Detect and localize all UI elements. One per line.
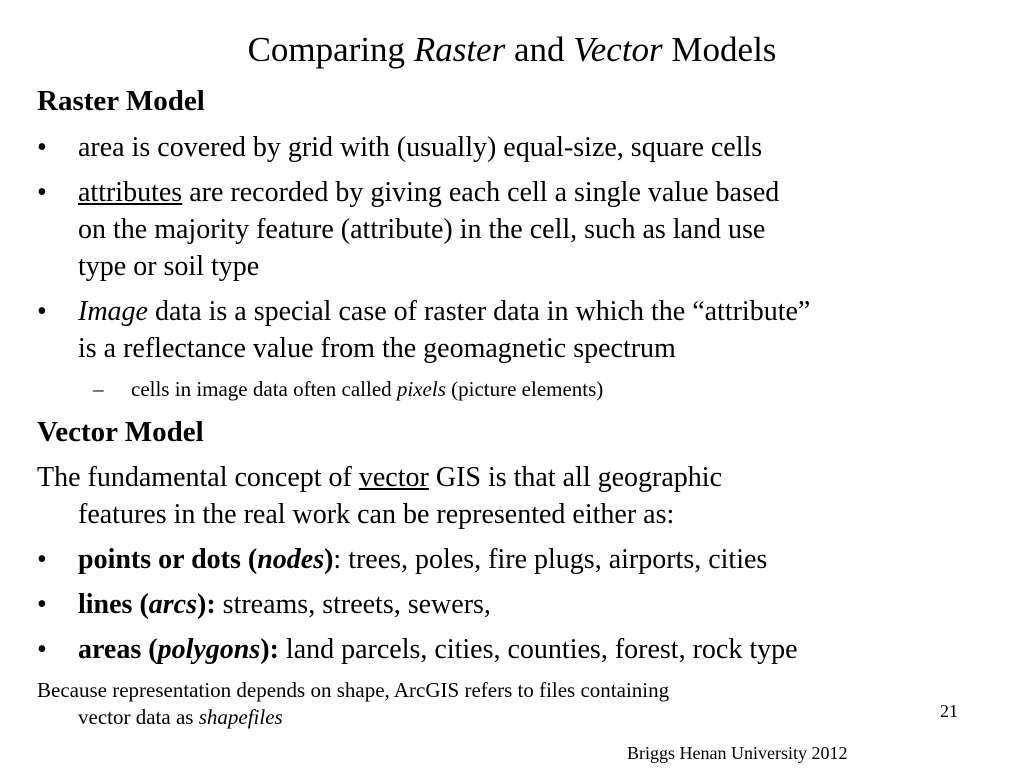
- sub-text: [131, 376, 603, 403]
- vector-heading: Vector Model: [37, 416, 204, 448]
- shapefiles-term: shapefiles: [198, 705, 283, 729]
- title-and: and: [505, 30, 574, 69]
- intro-pre: The fundamental concept of: [37, 462, 359, 493]
- areas-label: [78, 634, 279, 665]
- bullet-line: type or soil type: [78, 251, 260, 282]
- image-term: Image: [78, 296, 148, 327]
- slide-footer: Briggs Henan University 2012: [627, 743, 848, 763]
- arcs-term: arcs: [148, 589, 198, 620]
- bullet-text: [78, 174, 779, 285]
- title-suffix: Models: [662, 30, 777, 69]
- title-raster: Raster: [413, 30, 506, 69]
- bullet-text: area is covered by grid with (usually) equal-size, square cells: [78, 132, 763, 163]
- nodes-term: nodes: [257, 544, 325, 575]
- note-line: [37, 704, 669, 731]
- shapefile-note: [37, 677, 669, 731]
- bullet-mark: •: [37, 132, 47, 163]
- label-close: ):: [197, 589, 216, 620]
- bullet-mark: •: [37, 634, 47, 665]
- bullet-line-rest: data is a special case of raster data in which the “attribute”: [147, 296, 811, 327]
- bullet-text: [78, 586, 491, 623]
- bullet-text: [78, 293, 810, 367]
- pixels-term: pixels: [396, 377, 446, 401]
- bullet-line: [78, 174, 779, 211]
- bullet-line-rest: are recorded by giving each cell a single value based: [182, 177, 780, 208]
- bullet-mark: •: [37, 544, 47, 575]
- bullet-line: is a reflectance value from the geomagnetic spectrum: [78, 333, 676, 364]
- page-number: 21: [940, 701, 958, 721]
- bullet-mark: •: [37, 296, 47, 327]
- bullet-mark: •: [37, 589, 47, 620]
- vector-term: vector: [358, 462, 429, 493]
- points-examples: : trees, poles, fire plugs, airports, cities: [333, 544, 768, 575]
- label-close: ):: [260, 634, 279, 665]
- sub-text-post: (picture elements): [445, 377, 604, 401]
- note-line: Because representation depends on shape, ArcGIS refers to files containing: [37, 678, 670, 702]
- lines-examples: streams, streets, sewers,: [215, 589, 491, 620]
- intro-post: GIS is that all geographic: [428, 462, 722, 493]
- sub-mark: –: [93, 377, 104, 401]
- sub-text-pre: cells in image data often called: [131, 377, 397, 401]
- label-text: areas (: [78, 634, 158, 665]
- attributes-term: attributes: [78, 177, 183, 208]
- raster-heading: Raster Model: [37, 85, 205, 117]
- intro-line: features in the real work can be represented either as:: [78, 499, 675, 530]
- vector-intro: [37, 459, 722, 533]
- bullet-line: [78, 293, 810, 330]
- bullet-text: [78, 541, 767, 578]
- label-text: lines (: [78, 589, 149, 620]
- title-prefix: Comparing: [247, 30, 414, 69]
- slide-title: [0, 28, 1024, 72]
- bullet-text: [78, 631, 798, 668]
- lines-label: [78, 589, 216, 620]
- note-pre: vector data as: [78, 705, 199, 729]
- intro-line: [37, 459, 722, 496]
- label-close: ): [324, 544, 334, 575]
- title-vector: Vector: [573, 30, 663, 69]
- label-text: points or dots (: [78, 544, 258, 575]
- bullet-line: on the majority feature (attribute) in the cell, such as land use: [78, 214, 766, 245]
- areas-examples: land parcels, cities, counties, forest, rock type: [278, 634, 798, 665]
- polygons-term: polygons: [157, 634, 261, 665]
- bullet-mark: •: [37, 177, 47, 208]
- points-label: [78, 544, 333, 575]
